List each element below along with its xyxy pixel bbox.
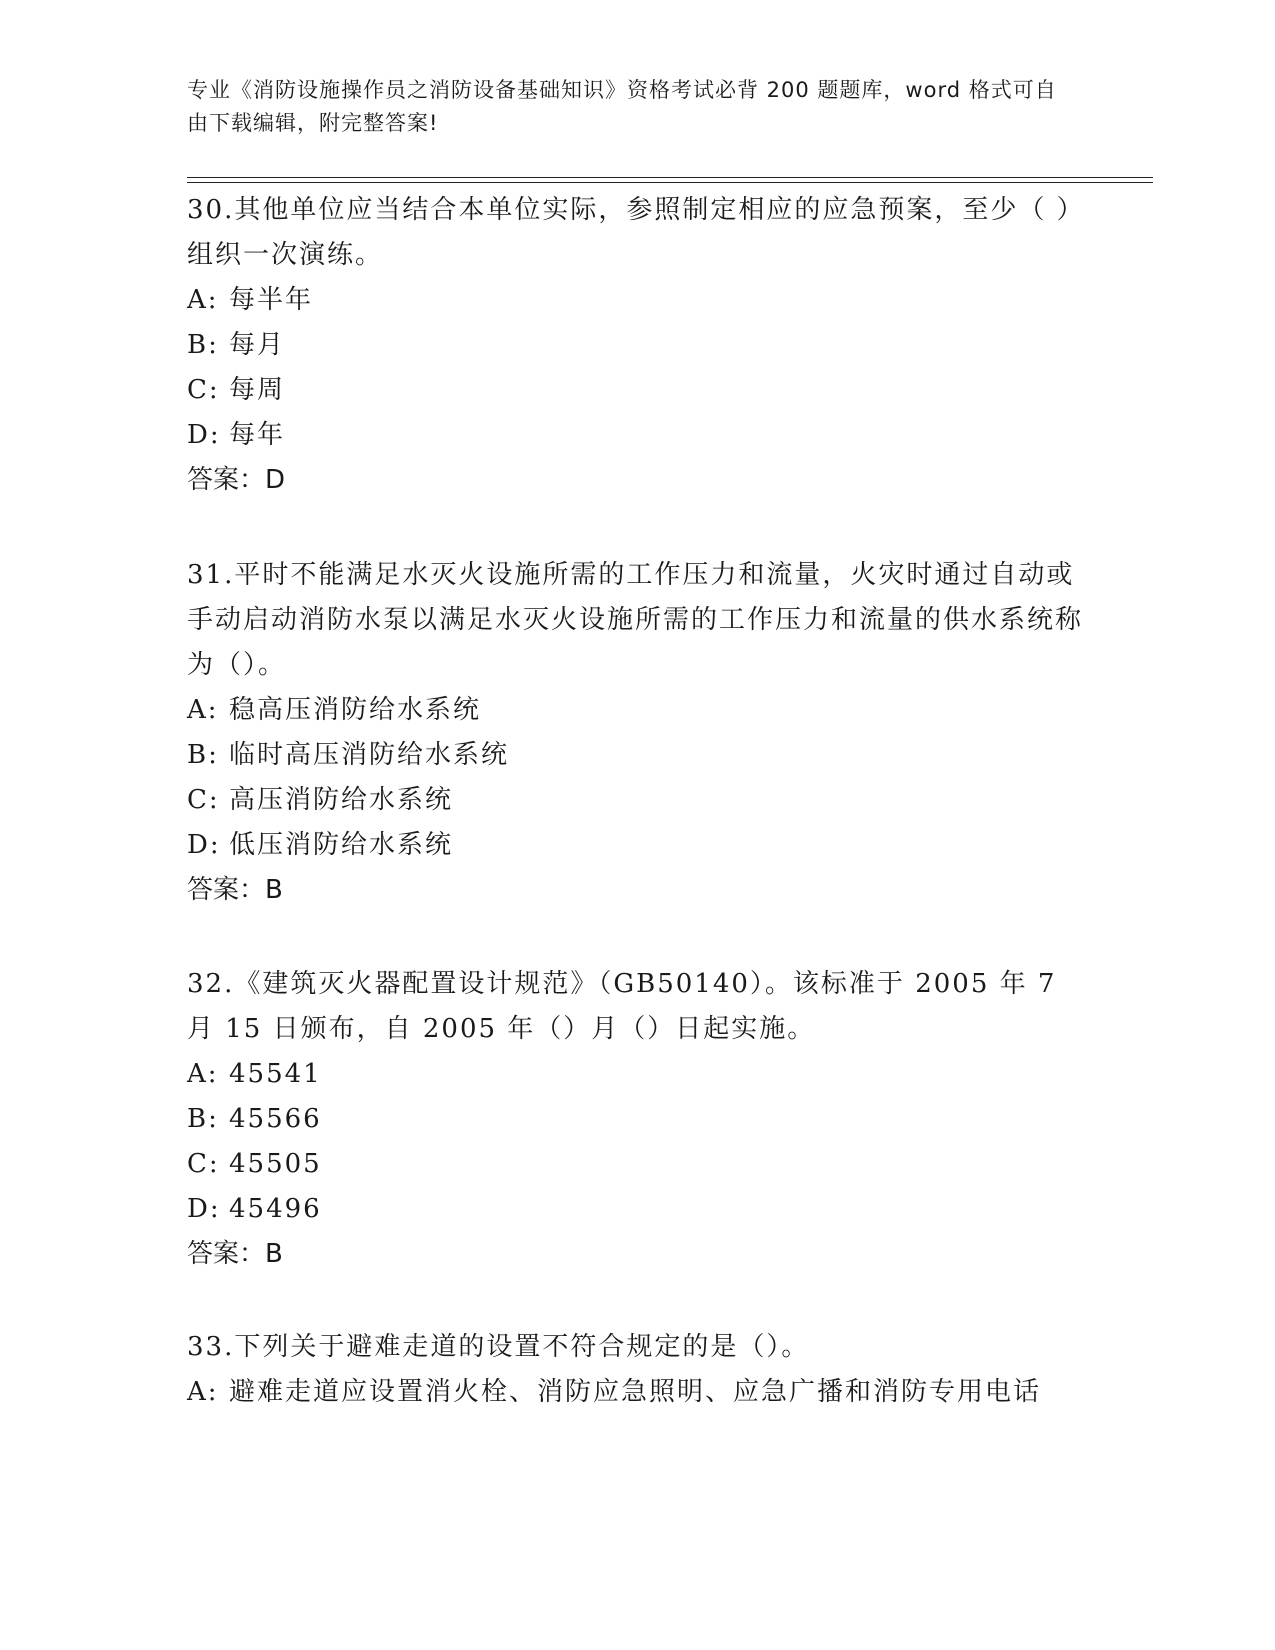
option-text: 临时高压消防给水系统 [229, 740, 510, 770]
option-text: 避难走道应设置消火栓、消防应急照明、应急广播和消防专用电话 [229, 1377, 1042, 1407]
option-text: 稳高压消防给水系统 [229, 695, 482, 725]
option-text: 每年 [229, 420, 286, 450]
option-text: 45505 [229, 1149, 322, 1179]
option-a [187, 688, 1087, 733]
option-text: 每半年 [229, 285, 314, 315]
question-stem: 30.其他单位应当结合本单位实际，参照制定相应的应急预案，至少（ ）组织一次演练。 [187, 195, 1085, 270]
option-b [187, 323, 1087, 368]
question-31 [187, 553, 1087, 913]
option-b [187, 1097, 1087, 1142]
option-text: 45496 [229, 1194, 322, 1224]
option-letter: A: [187, 1377, 219, 1407]
option-letter: B: [187, 330, 219, 360]
option-letter: C: [187, 785, 220, 815]
question-32 [187, 962, 1087, 1277]
option-text: 低压消防给水系统 [229, 830, 454, 860]
question-33 [187, 1325, 1087, 1415]
option-letter: A: [187, 1059, 219, 1089]
question-30 [187, 188, 1087, 503]
option-letter: D: [187, 830, 221, 860]
answer-line: 答案：B [187, 875, 283, 905]
header-divider-top [187, 177, 1153, 178]
option-letter: A: [187, 285, 219, 315]
option-d [187, 823, 1087, 868]
option-c [187, 1142, 1087, 1187]
option-letter: B: [187, 740, 219, 770]
option-c [187, 368, 1087, 413]
option-letter: D: [187, 420, 221, 450]
option-d [187, 1187, 1087, 1232]
option-letter: C: [187, 1149, 220, 1179]
answer-line: 答案：D [187, 465, 286, 495]
question-stem: 31.平时不能满足水灭火设施所需的工作压力和流量，火灾时通过自动或手动启动消防水泵以满足水灭火设施所需的工作压力和流量的供水系统称为（）。 [187, 560, 1084, 680]
option-text: 高压消防给水系统 [229, 785, 454, 815]
option-text: 每周 [229, 375, 286, 405]
option-a [187, 278, 1087, 323]
option-c [187, 778, 1087, 823]
option-a [187, 1370, 1087, 1415]
answer-line: 答案：B [187, 1239, 283, 1269]
question-stem: 32.《建筑灭火器配置设计规范》（GB50140）。该标准于 2005 年 7 月 15 日颁布，自 2005 年（）月（）日起实施。 [187, 969, 1057, 1044]
option-letter: D: [187, 1194, 221, 1224]
option-text: 每月 [229, 330, 286, 360]
header-divider-bottom [187, 182, 1153, 183]
option-letter: A: [187, 695, 219, 725]
option-d [187, 413, 1087, 458]
document-intro: 专业《消防设施操作员之消防设备基础知识》资格考试必背 200 题题库，word 格式可自由下载编辑，附完整答案! [187, 78, 1057, 135]
question-stem: 33.下列关于避难走道的设置不符合规定的是（）。 [187, 1332, 810, 1362]
option-b [187, 733, 1087, 778]
option-letter: B: [187, 1104, 219, 1134]
option-text: 45541 [229, 1059, 322, 1089]
option-a [187, 1052, 1087, 1097]
option-text: 45566 [229, 1104, 322, 1134]
option-letter: C: [187, 375, 220, 405]
